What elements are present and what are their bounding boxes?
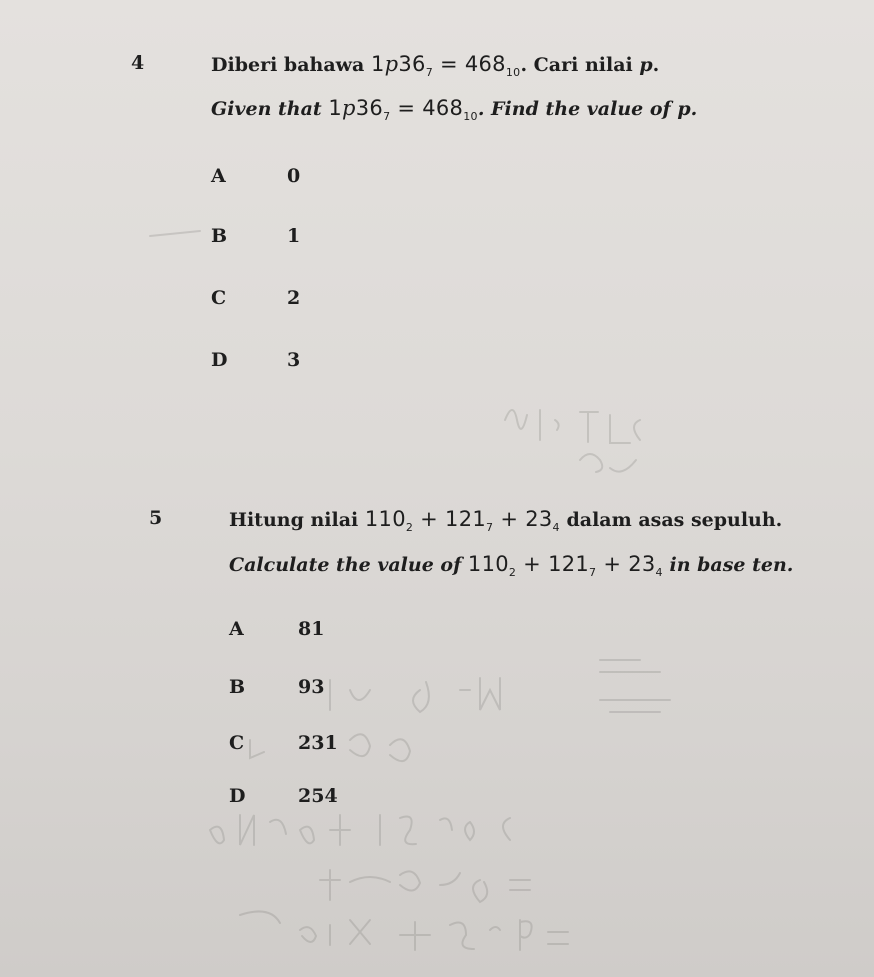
q4-malay-period: . [652,54,660,76]
q5-expr2-term-1: 110 [467,552,509,576]
q5-english-suffix: in base ten. [669,554,794,576]
question-5-number: 5 [149,507,163,529]
q4-equation-malay [370,52,521,79]
q5-malay-prefix: Hitung nilai [229,509,359,531]
q4-malay-variable: p [639,54,653,76]
q4-eq-rhs-base: 10 [505,66,521,79]
q5-expression-english [467,552,663,579]
q4-option-c-letter[interactable]: C [211,287,227,309]
q4-malay-prefix: Diberi bahawa [211,54,365,76]
q5-expr2-plus-2: + [596,552,629,576]
q5-malay-suffix: dalam asas sepuluh. [566,509,783,531]
q4-eq-lhs-var: p [384,52,399,76]
q4-english-suffix: . Find the value of [477,98,671,120]
q5-expr-term-1: 110 [364,507,406,531]
question-5-english-text [229,552,793,579]
q4-eq-equals: = [433,52,465,76]
question-4-number: 4 [131,52,145,74]
q5-expr-term-2: 121 [445,507,487,531]
q5-expr-term-3: 23 [525,507,553,531]
q5-option-c-letter[interactable]: C [229,732,245,754]
q5-expr2-base-1: 2 [508,566,517,579]
q4-malay-suffix: . Cari nilai [520,54,633,76]
q5-option-d-letter[interactable]: D [229,785,246,807]
q4-eq-lhs-base: 7 [425,66,433,79]
q4-option-b-value[interactable]: 1 [287,225,301,247]
q4-eq2-equals: = [390,96,423,120]
q4-eq2-rhs: 468 [422,96,464,120]
q4-eq2-lhs-pre: 1 [328,96,342,120]
q5-option-c-value[interactable]: 231 [298,732,338,754]
q5-expression-malay [364,507,560,534]
q5-expr2-base-2: 7 [589,566,597,579]
q4-english-variable: p [677,98,691,120]
q5-option-a-letter[interactable]: A [229,618,244,640]
question-4-english-text [211,96,697,123]
q5-option-a-value[interactable]: 81 [298,618,325,640]
q4-english-prefix: Given that [211,98,322,120]
q4-eq-lhs-post: 36 [398,52,426,76]
q5-expr-base-2: 7 [486,521,494,534]
q5-option-b-value[interactable]: 93 [298,676,325,698]
q5-option-b-letter[interactable]: B [229,676,246,698]
q5-expr2-term-3: 23 [628,552,656,576]
q4-eq-rhs: 468 [464,52,506,76]
q4-option-a-value[interactable]: 0 [287,165,301,187]
q4-option-b-letter[interactable]: B [211,225,228,247]
q4-option-d-letter[interactable]: D [211,349,228,371]
q5-option-d-value[interactable]: 254 [298,785,338,807]
q5-english-prefix: Calculate the value of [229,554,462,576]
q4-equation-english [328,96,478,123]
q5-expr-plus-2: + [493,507,526,531]
q5-expr-base-1: 2 [405,521,414,534]
q4-eq2-lhs-base: 7 [383,110,391,123]
q4-eq-lhs-pre: 1 [370,52,385,76]
q5-expr2-plus-1: + [516,552,549,576]
q4-option-a-letter[interactable]: A [211,165,226,187]
q5-expr2-term-2: 121 [548,552,590,576]
question-4-malay-text [211,52,659,79]
q5-expr-plus-1: + [413,507,446,531]
q4-eq2-lhs-var: p [341,96,356,120]
q4-option-c-value[interactable]: 2 [287,287,301,309]
question-5-malay-text [229,507,782,534]
q4-eq2-rhs-base: 10 [463,110,478,123]
q4-eq2-lhs-post: 36 [355,96,384,120]
q5-expr-base-3: 4 [552,521,560,534]
q4-english-period: . [690,98,698,120]
q5-expr2-base-3: 4 [655,566,663,579]
q4-option-d-value[interactable]: 3 [287,349,301,371]
